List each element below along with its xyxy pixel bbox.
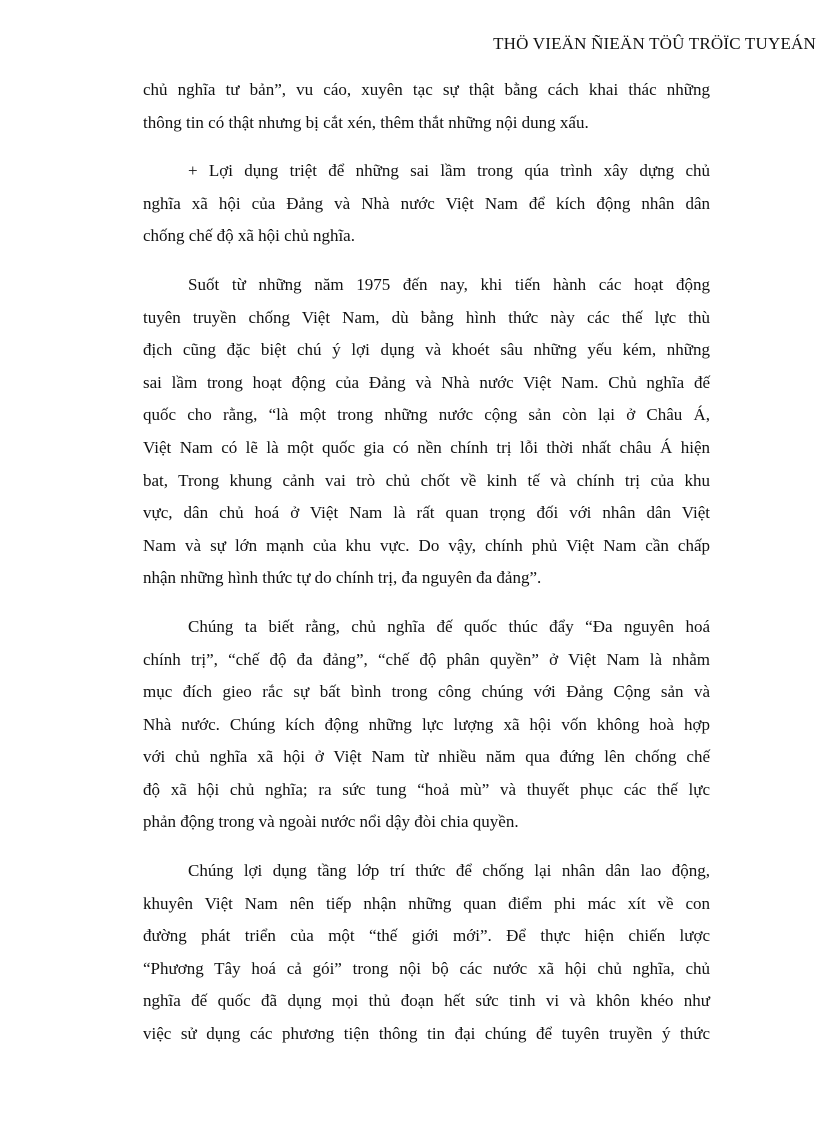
library-header-title: THÖ VIEÄN ÑIEÄN TÖÛ TRÖÏC TUYEÁN bbox=[493, 34, 816, 53]
text-line: với chủ nghĩa xã hội ở Việt Nam từ nhiều năm qua đứng lên chống chế bbox=[143, 747, 710, 767]
text-line: việc sử dụng các phương tiện thông tin đại chúng để tuyên truyền ý thức bbox=[143, 1024, 710, 1044]
paragraph-1 bbox=[143, 74, 710, 139]
text-line: sai lầm trong hoạt động của Đảng và Nhà nước Việt Nam. Chủ nghĩa đế bbox=[143, 372, 710, 392]
text-line: địch cũng đặc biệt chú ý lợi dụng và khoét sâu những yếu kém, những bbox=[143, 340, 710, 360]
text-line: chủ nghĩa tư bản”, vu cáo, xuyên tạc sự thật bằng cách khai thác những bbox=[143, 80, 710, 99]
paragraph-3 bbox=[143, 269, 710, 595]
text-line: Chúng lợi dụng tầng lớp trí thức để chống lại nhân dân lao động, bbox=[188, 861, 710, 881]
text-line: “Phương Tây hoá cả gói” trong nội bộ các nước xã hội chủ nghĩa, chủ bbox=[143, 958, 710, 978]
text-line: Chúng ta biết rằng, chủ nghĩa đế quốc thúc đẩy “Đa nguyên hoá bbox=[188, 616, 710, 636]
text-line: + Lợi dụng triệt để những sai lầm trong qúa trình xây dựng chủ bbox=[188, 161, 710, 181]
text-line: nghĩa đế quốc đã dụng mọi thủ đoạn hết sức tinh vi và khôn khéo như bbox=[143, 991, 710, 1011]
text-line: tuyên truyền chống Việt Nam, dù bằng hình thức này các thế lực thù bbox=[143, 307, 710, 327]
text-line: Việt Nam có lẽ là một quốc gia có nền chính trị lỗi thời nhất châu Á hiện bbox=[143, 437, 710, 457]
text-line: thông tin có thật nhưng bị cắt xén, thêm thắt những nội dung xấu. bbox=[143, 112, 589, 132]
paragraph-4 bbox=[143, 611, 710, 839]
text-line: phản động trong và ngoài nước nổi dậy đòi chia quyền. bbox=[143, 812, 519, 832]
text-line: vực, dân chủ hoá ở Việt Nam là rất quan trọng đối với nhân dân Việt bbox=[143, 503, 710, 523]
document-body bbox=[143, 74, 710, 1067]
text-line: nghĩa xã hội của Đảng và Nhà nước Việt Nam để kích động nhân dân bbox=[143, 193, 710, 213]
text-line: mục đích gieo rắc sự bất bình trong công chúng với Đảng Cộng sản và bbox=[143, 682, 710, 702]
text-line: Suốt từ những năm 1975 đến nay, khi tiến hành các hoạt động bbox=[188, 274, 710, 294]
text-line: khuyên Việt Nam nên tiếp nhận những quan điểm phi mác xít về con bbox=[143, 893, 710, 913]
text-line: Nhà nước. Chúng kích động những lực lượng xã hội vốn không hoà hợp bbox=[143, 714, 710, 734]
text-line: quốc cho rằng, “là một trong những nước cộng sản còn lại ở Châu Á, bbox=[143, 405, 710, 425]
text-line: bat, Trong khung cảnh vai trò chủ chốt về kinh tế và chính trị của khu bbox=[143, 470, 710, 490]
text-line: độ xã hội chủ nghĩa; ra sức tung “hoả mù” và thuyết phục các thế lực bbox=[143, 779, 710, 799]
text-line: đường phát triển của một “thế giới mới”. Để thực hiện chiến lược bbox=[143, 926, 710, 946]
paragraph-2 bbox=[143, 155, 710, 253]
text-line: chống chế độ xã hội chủ nghĩa. bbox=[143, 226, 355, 246]
text-line: chính trị”, “chế độ đa đảng”, “chế độ phân quyền” ở Việt Nam là nhằm bbox=[143, 649, 710, 669]
text-line: nhận những hình thức tự do chính trị, đa nguyên đa đảng”. bbox=[143, 568, 542, 588]
paragraph-5 bbox=[143, 855, 710, 1051]
text-line: Nam và sự lớn mạnh của khu vực. Do vậy, chính phủ Việt Nam cần chấp bbox=[143, 535, 710, 555]
